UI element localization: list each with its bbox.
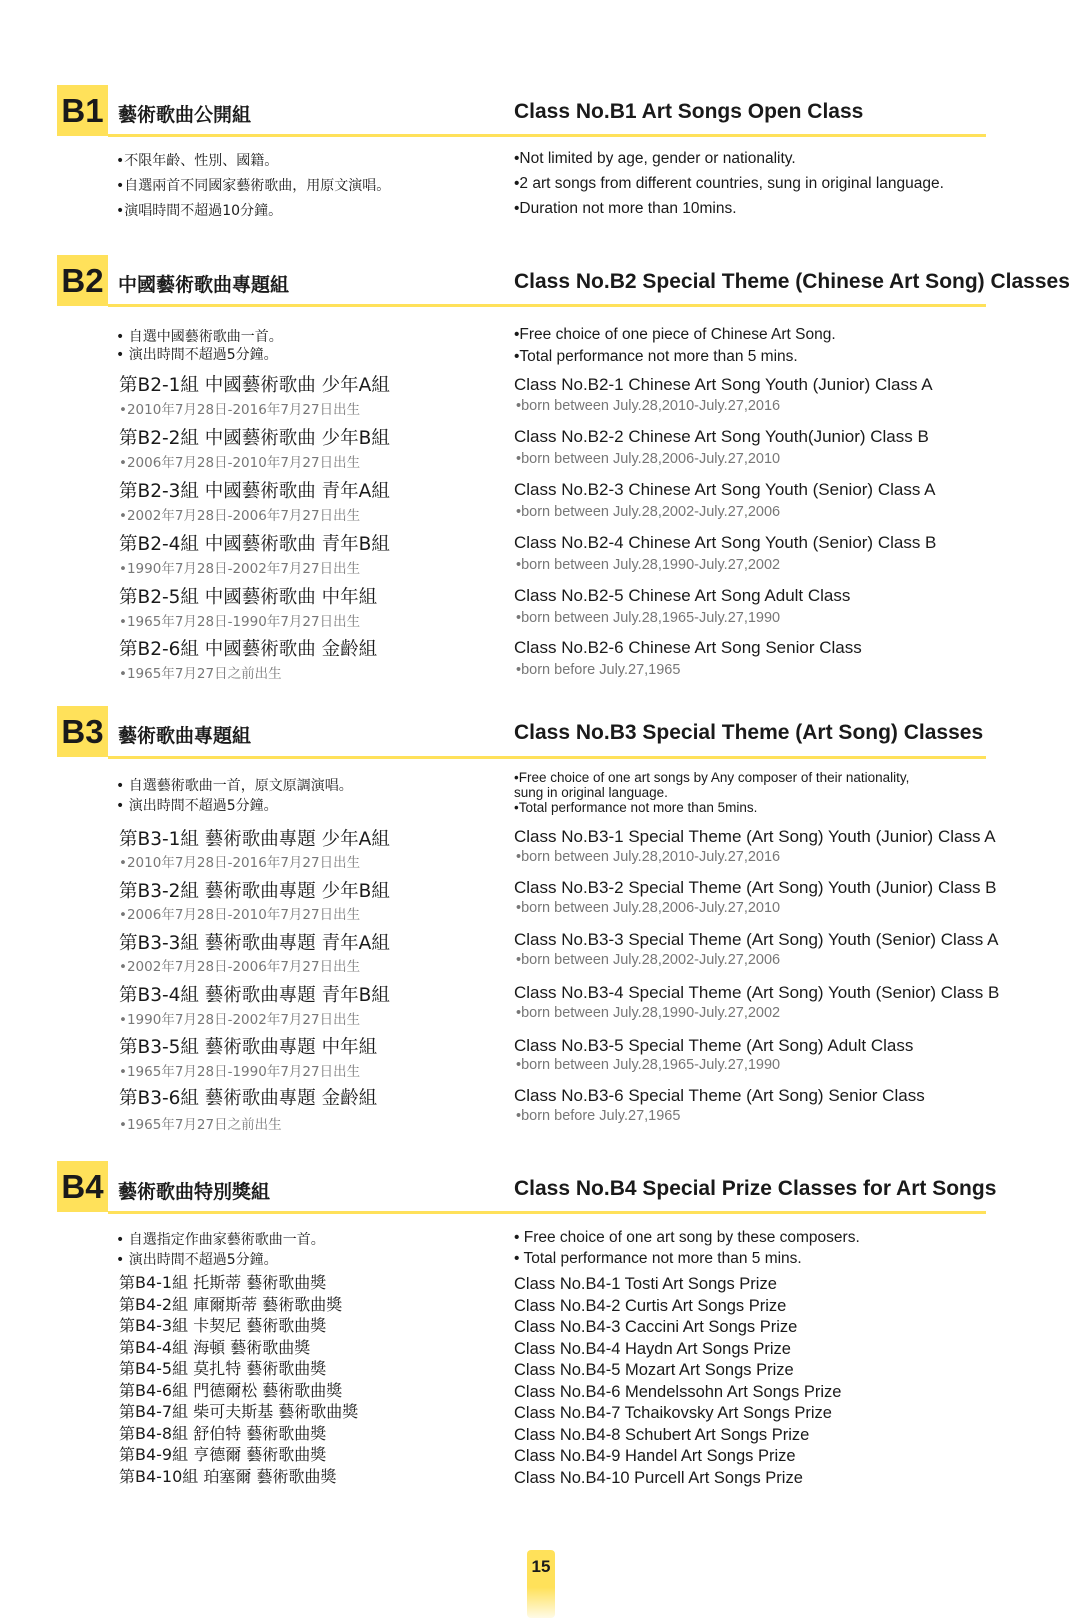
class-birthdate-en: •born before July.27,1965	[516, 662, 681, 678]
class-birthdate-en: •born between July.28,2002-July.27,2006	[516, 504, 781, 520]
prize-class-en: Class No.B4-3 Caccini Art Songs Prize	[514, 1318, 798, 1336]
rule-note-zh: •不限年齡、性別、國籍。	[116, 153, 279, 169]
class-name-zh: 第B3-5組 藝術歌曲專題 中年組	[119, 1037, 378, 1058]
rule-note-zh: • 自選中國藝術歌曲一首。	[116, 329, 283, 345]
class-name-zh: 第B2-3組 中國藝術歌曲 青年A組	[119, 481, 390, 502]
page-number: 15	[531, 1557, 551, 1576]
class-name-zh: 第B2-4組 中國藝術歌曲 青年B組	[119, 534, 390, 555]
prize-class-en: Class No.B4-2 Curtis Art Songs Prize	[514, 1296, 787, 1315]
class-name-zh: 第B3-3組 藝術歌曲專題 青年A組	[119, 933, 390, 954]
prize-class-en: Class No.B4-1 Tosti Art Songs Prize	[514, 1275, 777, 1293]
rule-note-zh: • 演出時間不超過5分鐘。	[116, 347, 278, 363]
class-birthdate-en: •born between July.28,2002-July.27,2006	[516, 952, 781, 968]
section-title-zh: 藝術歌曲公開組	[118, 104, 252, 126]
class-birthdate-zh: •1965年7月27日之前出生	[119, 1117, 282, 1133]
class-birthdate-en: •born between July.28,2006-July.27,2010	[516, 900, 781, 916]
class-name-en: Class No.B3-4 Special Theme (Art Song) Youth (Senior) Class B	[514, 983, 1000, 1002]
section-title-zh: 藝術歌曲特別獎組	[118, 1181, 271, 1203]
class-birthdate-en: •born between July.28,1965-July.27,1990	[516, 610, 781, 626]
rule-note-zh: • 演出時間不超過5分鐘。	[116, 798, 278, 814]
class-birthdate-zh: •1990年7月28日-2002年7月27日出生	[119, 1012, 361, 1028]
class-birthdate-zh: •2006年7月28日-2010年7月27日出生	[119, 455, 361, 471]
class-name-en: Class No.B3-5 Special Theme (Art Song) Adult Class	[514, 1036, 914, 1055]
section-title-en: Class No.B2 Special Theme (Chinese Art Song) Classes	[514, 270, 1070, 293]
prize-class-zh: 第B4-3組 卡契尼 藝術歌曲獎	[119, 1316, 327, 1335]
class-birthdate-zh: •1965年7月28日-1990年7月27日出生	[119, 614, 361, 630]
class-name-en: Class No.B2-6 Chinese Art Song Senior Class	[514, 638, 862, 657]
prize-class-zh: 第B4-7組 柴可夫斯基 藝術歌曲獎	[119, 1402, 359, 1421]
section-title-zh: 藝術歌曲專題組	[118, 725, 252, 747]
rule-note-en: •Free choice of one art songs by Any composer of their nationality,	[514, 770, 910, 785]
class-name-zh: 第B3-6組 藝術歌曲專題 金齡組	[119, 1088, 378, 1109]
rule-note-en: •Duration not more than 10mins.	[514, 200, 737, 217]
class-name-en: Class No.B2-1 Chinese Art Song Youth (Junior) Class A	[514, 375, 933, 394]
rule-note-zh: •演唱時間不超過10分鐘。	[116, 203, 283, 219]
section-divider	[108, 1211, 986, 1214]
class-name-zh: 第B2-1組 中國藝術歌曲 少年A組	[119, 375, 390, 396]
class-name-en: Class No.B2-4 Chinese Art Song Youth (Senior) Class B	[514, 533, 937, 552]
class-birthdate-en: •born between July.28,2010-July.27,2016	[516, 398, 781, 414]
class-name-en: Class No.B3-6 Special Theme (Art Song) Senior Class	[514, 1086, 925, 1105]
prize-class-en: Class No.B4-5 Mozart Art Songs Prize	[514, 1361, 794, 1379]
section-badge: B1	[57, 85, 108, 136]
rule-note-zh: • 自選藝術歌曲一首，原文原調演唱。	[116, 778, 353, 794]
prize-class-zh: 第B4-1組 托斯蒂 藝術歌曲獎	[119, 1273, 327, 1292]
class-birthdate-zh: •1990年7月28日-2002年7月27日出生	[119, 561, 361, 577]
class-name-zh: 第B2-2組 中國藝術歌曲 少年B組	[119, 428, 390, 449]
section-divider	[108, 304, 986, 307]
rule-note-en: •Not limited by age, gender or nationality.	[514, 150, 796, 167]
class-name-zh: 第B2-6組 中國藝術歌曲 金齡組	[119, 639, 378, 660]
prize-class-zh: 第B4-2組 庫爾斯蒂 藝術歌曲獎	[119, 1294, 343, 1314]
class-name-zh: 第B3-4組 藝術歌曲專題 青年B組	[119, 985, 390, 1006]
section-title-en: Class No.B4 Special Prize Classes for Art Songs	[514, 1177, 997, 1200]
class-birthdate-en: •born between July.28,2006-July.27,2010	[516, 451, 781, 467]
class-birthdate-en: •born between July.28,1990-July.27,2002	[516, 1005, 781, 1021]
section-title-en: Class No.B3 Special Theme (Art Song) Classes	[514, 721, 984, 744]
class-name-en: Class No.B2-5 Chinese Art Song Adult Class	[514, 586, 851, 605]
class-name-en: Class No.B2-3 Chinese Art Song Youth (Senior) Class A	[514, 480, 936, 499]
prize-class-zh: 第B4-4組 海頓 藝術歌曲獎	[119, 1337, 311, 1357]
rule-note-en: •2 art songs from different countries, sung in original language.	[514, 175, 944, 192]
rule-note-en: sung in original language.	[514, 785, 668, 800]
rule-note-en: •Free choice of one piece of Chinese Art Song.	[514, 326, 836, 343]
prize-class-en: Class No.B4-8 Schubert Art Songs Prize	[514, 1425, 810, 1444]
section-badge: B4	[57, 1161, 108, 1212]
class-birthdate-zh: •2006年7月28日-2010年7月27日出生	[119, 907, 361, 923]
class-birthdate-en: •born between July.28,1965-July.27,1990	[516, 1057, 781, 1073]
rule-note-en: • Free choice of one art song by these composers.	[514, 1229, 860, 1246]
prize-class-zh: 第B4-5組 莫扎特 藝術歌曲獎	[119, 1359, 327, 1378]
rule-note-zh: • 自選指定作曲家藝術歌曲一首。	[116, 1232, 325, 1248]
prize-class-zh: 第B4-9組 亨德爾 藝術歌曲獎	[119, 1445, 327, 1464]
class-birthdate-zh: •2010年7月28日-2016年7月27日出生	[119, 855, 361, 871]
rule-note-en: •Total performance not more than 5mins.	[514, 800, 758, 815]
class-name-en: Class No.B3-3 Special Theme (Art Song) Youth (Senior) Class A	[514, 930, 999, 949]
prize-class-en: Class No.B4-4 Haydn Art Songs Prize	[514, 1339, 791, 1358]
prize-class-zh: 第B4-6組 門德爾松 藝術歌曲獎	[119, 1380, 343, 1400]
section-divider	[108, 134, 986, 137]
page-number-tab	[527, 1550, 555, 1618]
class-name-zh: 第B3-2組 藝術歌曲專題 少年B組	[119, 881, 390, 902]
class-birthdate-zh: •1965年7月28日-1990年7月27日出生	[119, 1064, 361, 1080]
section-title-en: Class No.B1 Art Songs Open Class	[514, 100, 864, 123]
class-name-zh: 第B2-5組 中國藝術歌曲 中年組	[119, 587, 378, 608]
class-birthdate-zh: •2002年7月28日-2006年7月27日出生	[119, 959, 361, 975]
class-birthdate-zh: •1965年7月27日之前出生	[119, 666, 282, 682]
section-title-zh: 中國藝術歌曲專題組	[118, 274, 290, 296]
class-birthdate-zh: •2010年7月28日-2016年7月27日出生	[119, 402, 361, 418]
prize-class-zh: 第B4-10組 珀塞爾 藝術歌曲獎	[119, 1466, 337, 1486]
prize-class-en: Class No.B4-7 Tchaikovsky Art Songs Prize	[514, 1404, 832, 1422]
rule-note-en: •Total performance not more than 5 mins.	[514, 348, 798, 365]
rule-note-zh: •自選兩首不同國家藝術歌曲，用原文演唱。	[116, 178, 391, 194]
section-badge: B2	[57, 255, 108, 306]
prize-class-en: Class No.B4-9 Handel Art Songs Prize	[514, 1447, 796, 1465]
class-birthdate-zh: •2002年7月28日-2006年7月27日出生	[119, 508, 361, 524]
prize-class-en: Class No.B4-6 Mendelssohn Art Songs Prize	[514, 1382, 842, 1401]
class-name-en: Class No.B3-1 Special Theme (Art Song) Youth (Junior) Class A	[514, 827, 996, 846]
section-badge: B3	[57, 706, 108, 757]
prize-class-zh: 第B4-8組 舒伯特 藝術歌曲獎	[119, 1423, 327, 1443]
rule-note-en: • Total performance not more than 5 mins.	[514, 1250, 802, 1267]
section-divider	[108, 756, 986, 759]
prize-class-en: Class No.B4-10 Purcell Art Songs Prize	[514, 1468, 803, 1487]
class-birthdate-en: •born before July.27,1965	[516, 1108, 681, 1124]
class-name-en: Class No.B2-2 Chinese Art Song Youth(Junior) Class B	[514, 427, 929, 446]
class-name-en: Class No.B3-2 Special Theme (Art Song) Youth (Junior) Class B	[514, 878, 997, 897]
class-birthdate-en: •born between July.28,1990-July.27,2002	[516, 557, 781, 573]
class-name-zh: 第B3-1組 藝術歌曲專題 少年A組	[119, 829, 390, 850]
rule-note-zh: • 演出時間不超過5分鐘。	[116, 1252, 278, 1268]
class-birthdate-en: •born between July.28,2010-July.27,2016	[516, 849, 781, 865]
